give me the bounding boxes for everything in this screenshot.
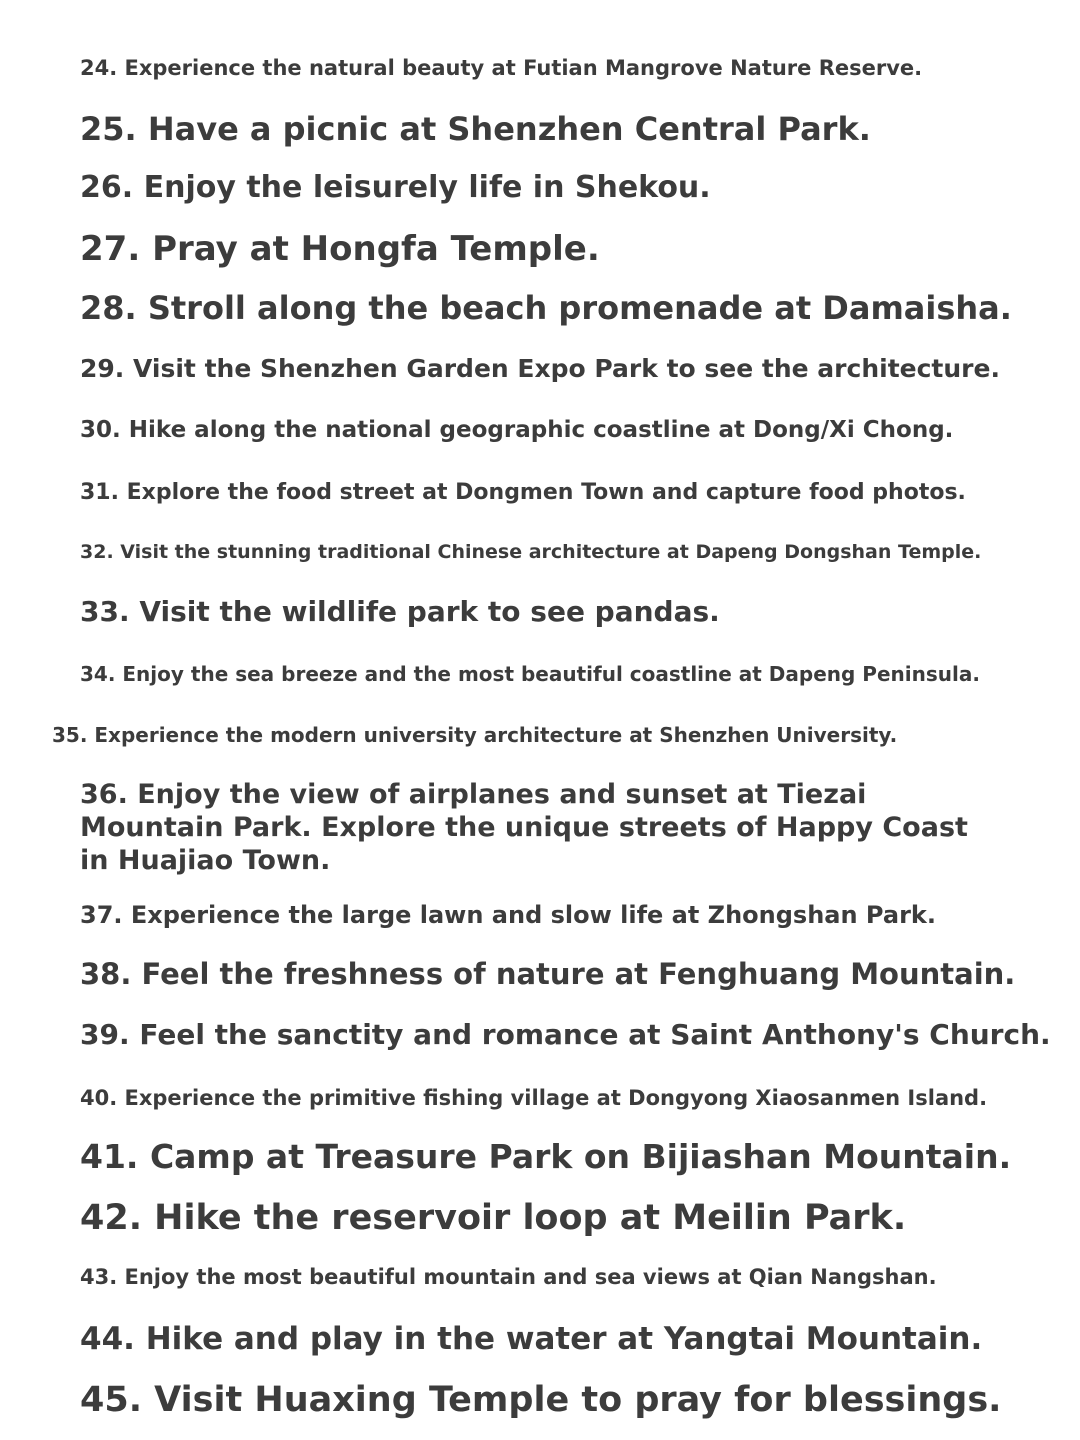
list-item-44: 44. Hike and play in the water at Yangtai Mountain.	[80, 1321, 983, 1357]
list-item-32: 32. Visit the stunning traditional Chinese architecture at Dapeng Dongshan Temple.	[80, 541, 982, 563]
list-item-41: 41. Camp at Treasure Park on Bijiashan Mountain.	[80, 1137, 1012, 1176]
list-item-26: 26. Enjoy the leisurely life in Shekou.	[80, 170, 711, 205]
list-item-45: 45. Visit Huaxing Temple to pray for blessings.	[80, 1380, 1002, 1420]
list-item-38: 38. Feel the freshness of nature at Fenghuang Mountain.	[80, 957, 1016, 991]
list-item-42: 42. Hike the reservoir loop at Meilin Park.	[80, 1198, 907, 1238]
list-item-35: 35. Experience the modern university architecture at Shenzhen University.	[52, 723, 898, 747]
list-item-25: 25. Have a picnic at Shenzhen Central Park.	[80, 110, 871, 148]
list-item-37: 37. Experience the large lawn and slow life at Zhongshan Park.	[80, 901, 936, 929]
list-item-40: 40. Experience the primitive fishing village at Dongyong Xiaosanmen Island.	[80, 1086, 988, 1110]
list-item-31: 31. Explore the food street at Dongmen Town and capture food photos.	[80, 480, 966, 505]
list-item-29: 29. Visit the Shenzhen Garden Expo Park to see the architecture.	[80, 354, 1000, 383]
list-item-30: 30. Hike along the national geographic coastline at Dong/Xi Chong.	[80, 417, 954, 443]
list-item-36: 36. Enjoy the view of airplanes and sunset at Tiezai Mountain Park. Explore the unique streets of Happy Coast in Huajiao Town.	[80, 779, 968, 876]
list-item-39: 39. Feel the sanctity and romance at Saint Anthony's Church.	[80, 1018, 1051, 1051]
list-item-27: 27. Pray at Hongfa Temple.	[80, 229, 600, 269]
list-item-34: 34. Enjoy the sea breeze and the most beautiful coastline at Dapeng Peninsula.	[80, 662, 980, 686]
list-item-24: 24. Experience the natural beauty at Futian Mangrove Nature Reserve.	[80, 56, 923, 80]
list-item-33: 33. Visit the wildlife park to see pandas.	[80, 595, 720, 628]
list-item-28: 28. Stroll along the beach promenade at Damaisha.	[80, 289, 1012, 327]
list-item-43: 43. Enjoy the most beautiful mountain and sea views at Qian Nangshan.	[80, 1265, 937, 1289]
